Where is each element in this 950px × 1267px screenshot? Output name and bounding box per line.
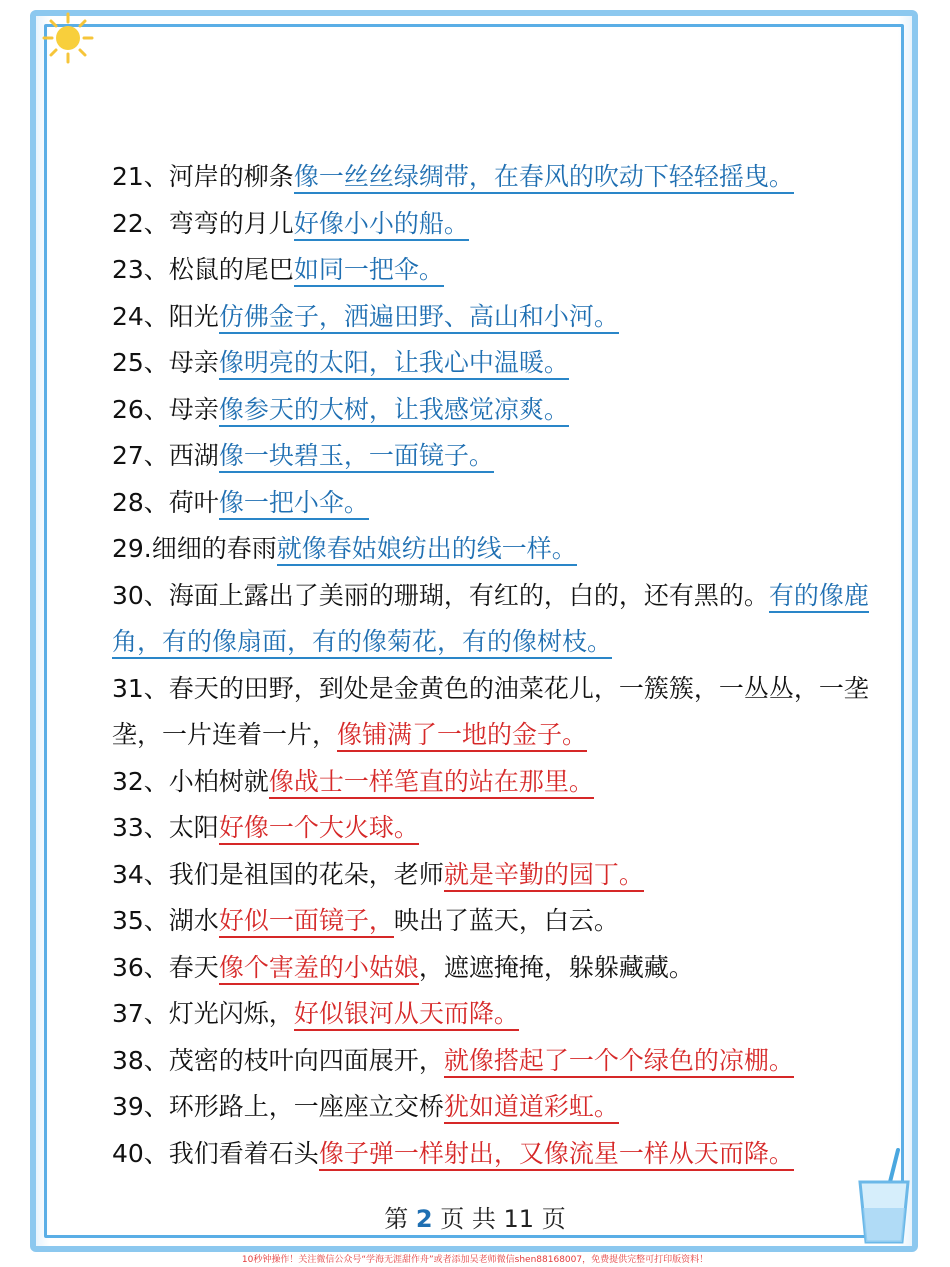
similes-list	[112, 154, 872, 1177]
highlighted-simile: 像一块碧玉，一面镜子。	[219, 441, 494, 473]
item-text: 29.细细的春雨	[112, 534, 277, 563]
item-text: 37、灯光闪烁，	[112, 999, 294, 1028]
item-text: 39、环形路上，一座座立交桥	[112, 1092, 444, 1121]
highlighted-simile: 像一把小伞。	[219, 488, 369, 520]
page-prefix: 第	[384, 1205, 416, 1233]
list-item	[112, 945, 872, 992]
list-item	[112, 1131, 872, 1178]
item-text: 33、太阳	[112, 813, 219, 842]
item-text: 35、湖水	[112, 906, 219, 935]
highlighted-simile: 好似银河从天而降。	[294, 999, 519, 1031]
item-text: 22、弯弯的月儿	[112, 208, 294, 238]
list-item	[112, 805, 872, 852]
highlighted-simile: 犹如道道彩虹。	[444, 1092, 619, 1124]
list-item	[112, 852, 872, 899]
current-page: 2	[415, 1205, 433, 1233]
item-text: 23、松鼠的尾巴	[112, 255, 294, 284]
list-item	[112, 898, 872, 945]
list-item	[112, 1084, 872, 1131]
list-item	[112, 526, 872, 573]
item-text: 32、小柏树就	[112, 766, 269, 796]
list-item	[112, 1038, 872, 1085]
highlighted-simile: 像铺满了一地的金子。	[337, 720, 587, 752]
item-text: 40、我们看着石头	[112, 1138, 319, 1168]
highlighted-simile: 好像小小的船。	[294, 209, 469, 241]
highlighted-simile: 像子弹一样射出，又像流星一样从天而降。	[319, 1139, 794, 1171]
highlighted-simile: 有的像鹿角，有的像扇面，有的像菊花，有的像树枝。	[112, 581, 869, 660]
list-item	[112, 433, 872, 480]
list-item	[112, 340, 872, 387]
highlighted-simile: 好像一个大火球。	[219, 813, 419, 845]
item-text: 34、我们是祖国的花朵，老师	[112, 859, 444, 889]
highlighted-simile: 就像搭起了一个个绿色的凉棚。	[444, 1046, 794, 1078]
item-text: 25、母亲	[112, 348, 219, 377]
sun-icon	[40, 10, 96, 66]
list-item	[112, 666, 872, 759]
highlighted-simile: 好似一面镜子，	[219, 906, 394, 938]
highlighted-simile: 就是辛勤的园丁。	[444, 860, 644, 892]
highlighted-simile: 像战士一样笔直的站在那里。	[269, 767, 594, 799]
highlighted-simile: 像一丝丝绿绸带，在春风的吹动下轻轻摇曳。	[294, 162, 794, 194]
highlighted-simile: 像参天的大树，让我感觉凉爽。	[219, 395, 569, 427]
list-item	[112, 201, 872, 248]
item-text: 36、春天	[112, 952, 219, 982]
item-text-tail: ，遮遮掩掩，躲躲藏藏。	[418, 952, 694, 982]
highlighted-simile: 仿佛金子，洒遍田野、高山和小河。	[219, 302, 619, 334]
promo-notice: 10秒钟操作！关注微信公众号“学海无涯甜作舟”或者添加吴老师微信shen88168007，免费提供完整可打印版资料！	[241, 1255, 709, 1265]
highlighted-simile: 如同一把伞。	[294, 255, 444, 287]
page-number	[0, 1199, 950, 1234]
item-text: 30、海面上露出了美丽的珊瑚，有红的，白的，还有黑的。	[112, 580, 769, 610]
page-suffix: 页	[534, 1205, 566, 1233]
list-item	[112, 387, 872, 434]
item-text: 31、春天的田野，到处是金黄色的油菜花儿，一簇簇，一丛丛，一垄垄，一片连着一片，	[112, 673, 869, 749]
drinking-glass-icon	[852, 1148, 916, 1248]
list-item	[112, 991, 872, 1038]
item-text: 24、阳光	[112, 301, 219, 331]
item-text: 28、荷叶	[112, 487, 219, 517]
list-item	[112, 480, 872, 527]
list-item	[112, 294, 872, 341]
highlighted-simile: 就像春姑娘纺出的线一样。	[277, 534, 577, 566]
highlighted-simile: 像明亮的太阳，让我心中温暖。	[219, 348, 569, 380]
item-text: 21、河岸的柳条	[112, 162, 294, 191]
page-middle: 页 共	[432, 1205, 504, 1233]
item-text: 38、茂密的枝叶向四面展开，	[112, 1045, 444, 1075]
list-item	[112, 759, 872, 806]
list-item	[112, 154, 872, 201]
list-item	[112, 247, 872, 294]
item-text: 26、母亲	[112, 394, 219, 424]
highlighted-simile: 像个害羞的小姑娘	[219, 953, 419, 985]
total-pages: 11	[503, 1205, 535, 1233]
list-item	[112, 573, 872, 666]
item-text: 27、西湖	[112, 441, 219, 470]
item-text-tail: 映出了蓝天，白云。	[393, 906, 619, 935]
